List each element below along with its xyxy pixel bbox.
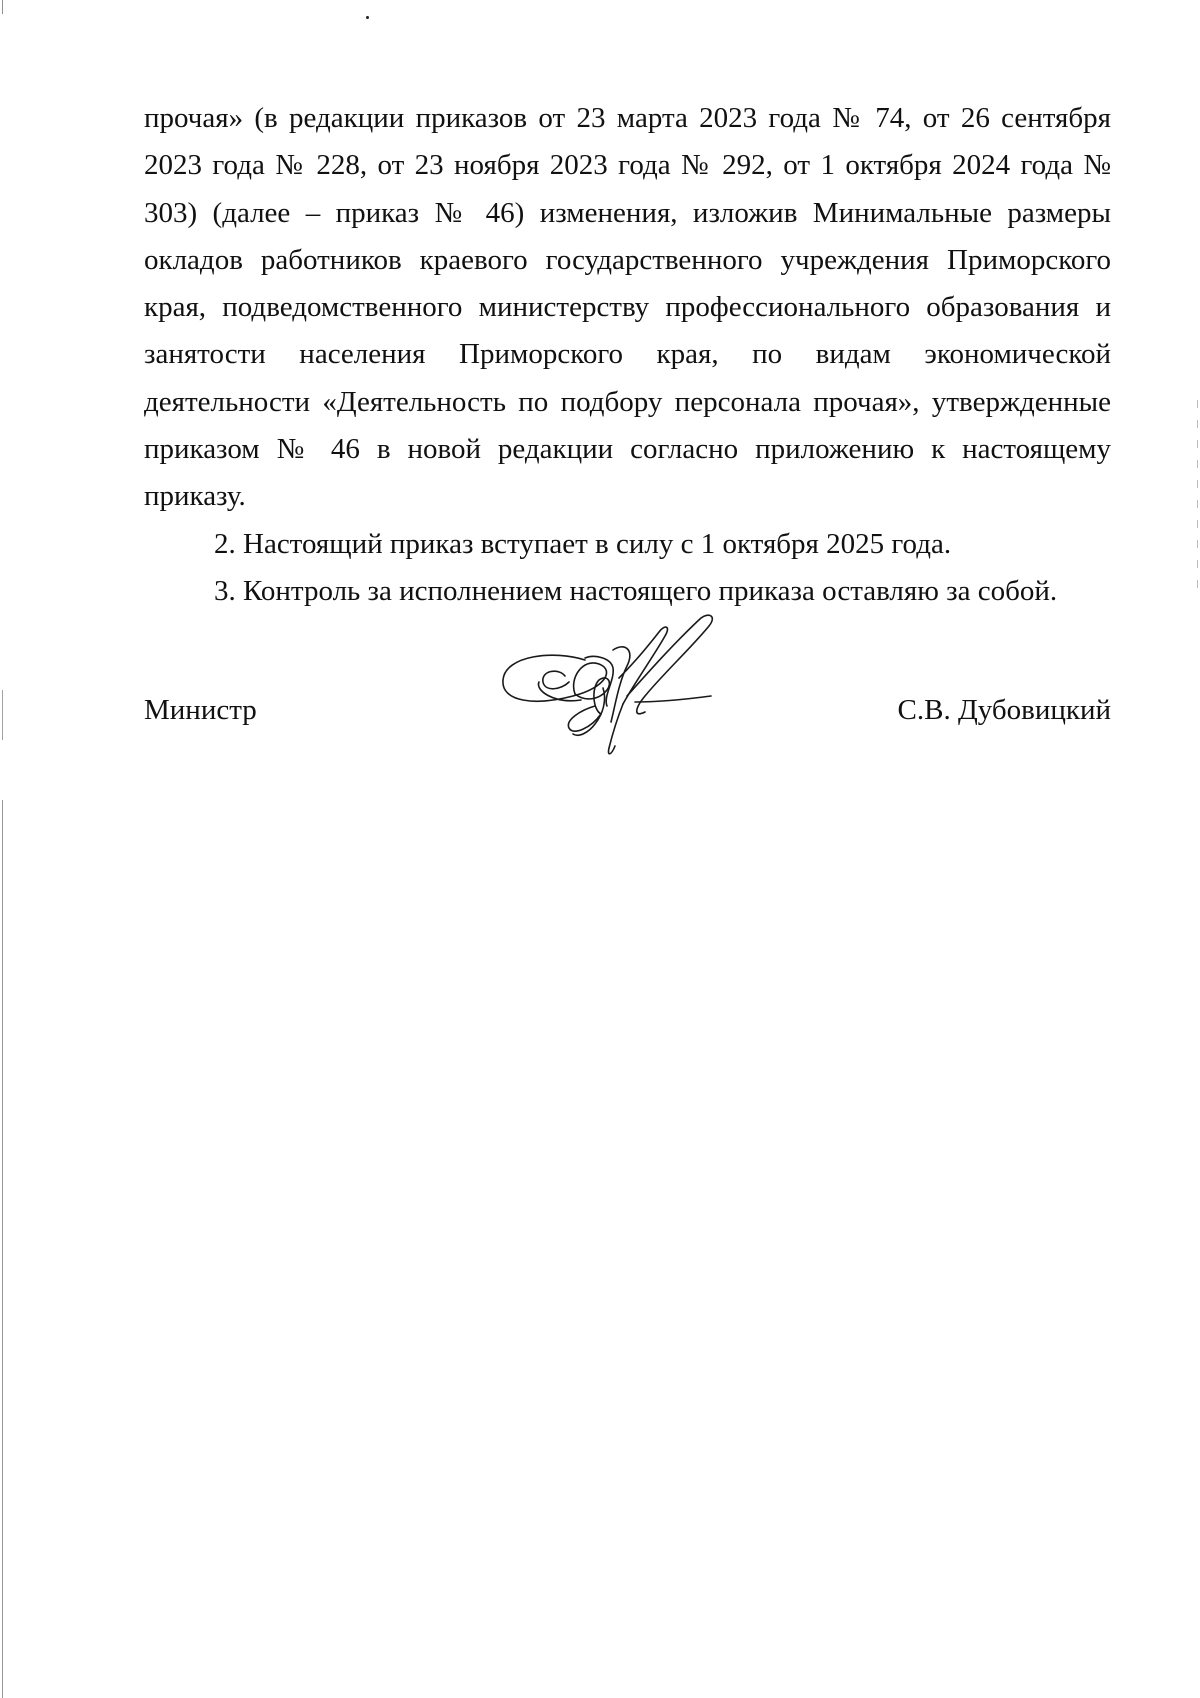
document-body [144,95,1111,615]
scan-edge-right [1197,400,1198,590]
paragraph-item-2: 2. Настоящий приказ вступает в силу с 1 октября 2025 года. [214,527,952,560]
handwritten-signature [495,610,745,760]
signatory-name: С.В. Дубовицкий [897,694,1111,726]
scan-speck [366,16,369,19]
paragraph-main: прочая» (в редакции приказов от 23 марта 2023 года № 74, от 26 сентября 2023 года № 228, от 23 ноября 2023 года № 292, от 1 октября 2024 года № 303) (далее – приказ № 46) изменения, изложив Минимальные размеры окладов работников краевого государственного учреждения Приморского края, подведомственного министерству профессионального образования и занятости населения Приморского края, по видам экономической деятельности «Деятельность по подбору персонала прочая», утвержденные приказом № 46 в новой редакции согласно приложению к настоящему приказу. [144,102,1111,513]
signatory-position: Министр [144,694,257,726]
scan-edge-left [2,0,3,1698]
paragraph-item-3: 3. Контроль за исполнением настоящего приказа оставляю за собой. [214,574,1058,607]
